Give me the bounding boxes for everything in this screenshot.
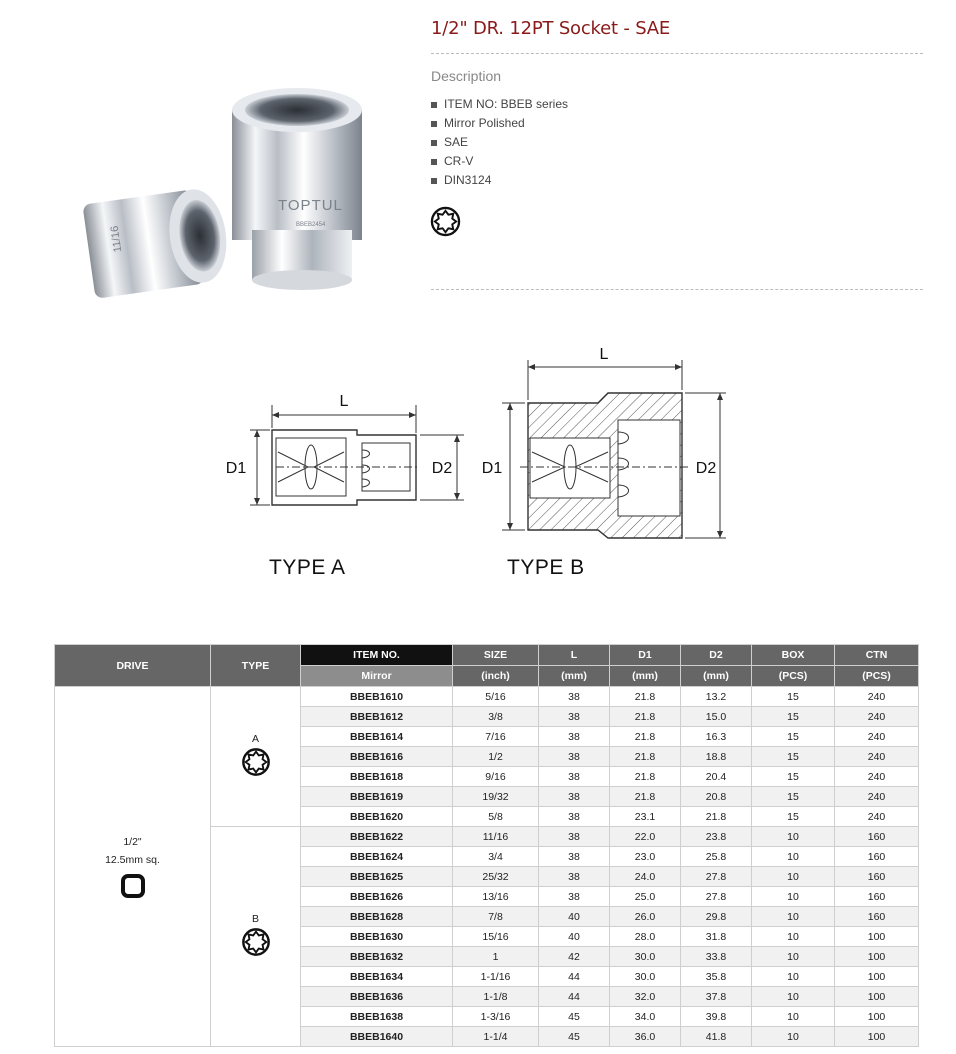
- table-row: [55, 687, 919, 707]
- cell-d1: 32.0: [610, 987, 681, 1007]
- cell-length: 45: [539, 1007, 610, 1027]
- cell-ctn-qty: 100: [835, 1007, 919, 1027]
- cell-d1: 28.0: [610, 927, 681, 947]
- cell-d1: 21.8: [610, 707, 681, 727]
- cell-d2: 29.8: [681, 907, 752, 927]
- header-type: TYPE: [211, 645, 301, 687]
- type-letter: B: [251, 913, 259, 925]
- cell-d1: 30.0: [610, 947, 681, 967]
- cell-length: 42: [539, 947, 610, 967]
- cell-ctn-qty: 240: [835, 807, 919, 827]
- cell-size: 11/16: [453, 827, 539, 847]
- cell-ctn-qty: 240: [835, 787, 919, 807]
- cell-d1: 36.0: [610, 1027, 681, 1047]
- cell-box-qty: 15: [752, 727, 835, 747]
- cell-ctn-qty: 240: [835, 747, 919, 767]
- cell-d2: 20.4: [681, 767, 752, 787]
- cell-ctn-qty: 240: [835, 727, 919, 747]
- cell-size: 19/32: [453, 787, 539, 807]
- cell-item-no: BBEB1625: [301, 867, 453, 887]
- cell-box-qty: 10: [752, 907, 835, 927]
- cell-size: 13/16: [453, 887, 539, 907]
- cell-item-no: BBEB1634: [301, 967, 453, 987]
- cell-size: 7/16: [453, 727, 539, 747]
- cell-size: 1: [453, 947, 539, 967]
- cell-length: 38: [539, 767, 610, 787]
- product-title: 1/2" DR. 12PT Socket - SAE: [431, 18, 671, 39]
- feature-item: Mirror Polished: [431, 114, 568, 133]
- header-size-unit: (inch): [453, 666, 539, 687]
- cell-item-no: BBEB1626: [301, 887, 453, 907]
- cell-size: 9/16: [453, 767, 539, 787]
- cell-item-no: BBEB1628: [301, 907, 453, 927]
- cell-item-no: BBEB1640: [301, 1027, 453, 1047]
- feature-item: SAE: [431, 133, 568, 152]
- photo-size-text: 11/16: [108, 224, 125, 254]
- svg-text:L: L: [339, 393, 349, 410]
- cell-size: 1-1/16: [453, 967, 539, 987]
- cell-item-no: BBEB1624: [301, 847, 453, 867]
- cell-ctn-qty: 160: [835, 867, 919, 887]
- cell-d1: 24.0: [610, 867, 681, 887]
- cell-ctn-qty: 240: [835, 687, 919, 707]
- cell-length: 38: [539, 687, 610, 707]
- cell-box-qty: 15: [752, 807, 835, 827]
- cell-box-qty: 10: [752, 947, 835, 967]
- cell-box-qty: 15: [752, 687, 835, 707]
- cell-length: 45: [539, 1027, 610, 1047]
- cell-item-no: BBEB1616: [301, 747, 453, 767]
- cell-box-qty: 10: [752, 927, 835, 947]
- type-letter: A: [251, 733, 259, 745]
- feature-item: DIN3124: [431, 171, 568, 190]
- header-d1-unit: (mm): [610, 666, 681, 687]
- cell-length: 38: [539, 747, 610, 767]
- header-ctn-unit: (PCS): [835, 666, 919, 687]
- cell-size: 1-3/16: [453, 1007, 539, 1027]
- cell-box-qty: 10: [752, 987, 835, 1007]
- cell-ctn-qty: 100: [835, 927, 919, 947]
- cell-item-no: BBEB1614: [301, 727, 453, 747]
- header-d1: D1: [610, 645, 681, 666]
- cell-length: 38: [539, 807, 610, 827]
- title-divider: [431, 53, 923, 54]
- bullet-square-icon: [431, 121, 437, 127]
- specification-table: [54, 644, 919, 1047]
- cell-item-no: BBEB1619: [301, 787, 453, 807]
- cell-d1: 21.8: [610, 767, 681, 787]
- cell-ctn-qty: 100: [835, 987, 919, 1007]
- cell-size: 5/8: [453, 807, 539, 827]
- cell-size: 1-1/8: [453, 987, 539, 1007]
- square-drive-icon: [121, 874, 145, 898]
- cell-length: 38: [539, 727, 610, 747]
- cell-length: 40: [539, 907, 610, 927]
- cell-ctn-qty: 100: [835, 1027, 919, 1047]
- cell-size: 7/8: [453, 907, 539, 927]
- cell-ctn-qty: 240: [835, 707, 919, 727]
- cell-d1: 26.0: [610, 907, 681, 927]
- drive-size: 1/2": [123, 835, 142, 848]
- cell-length: 38: [539, 847, 610, 867]
- header-l-unit: (mm): [539, 666, 610, 687]
- cell-ctn-qty: 160: [835, 887, 919, 907]
- type-b-label: TYPE B: [507, 556, 585, 579]
- bullet-square-icon: [431, 159, 437, 165]
- cell-d2: 41.8: [681, 1027, 752, 1047]
- cell-ctn-qty: 240: [835, 767, 919, 787]
- cell-d2: 27.8: [681, 867, 752, 887]
- twelve-point-icon: [241, 927, 271, 960]
- svg-text:D1: D1: [225, 460, 247, 477]
- header-mirror: Mirror: [301, 666, 453, 687]
- cell-box-qty: 10: [752, 887, 835, 907]
- header-item-no: ITEM NO.: [301, 645, 453, 666]
- cell-d1: 21.8: [610, 687, 681, 707]
- photo-code-text: BBEB2454: [296, 222, 326, 228]
- cell-d2: 23.8: [681, 827, 752, 847]
- header-l: L: [539, 645, 610, 666]
- cell-d2: 37.8: [681, 987, 752, 1007]
- feature-item: CR-V: [431, 152, 568, 171]
- cell-item-no: BBEB1630: [301, 927, 453, 947]
- cell-item-no: BBEB1612: [301, 707, 453, 727]
- header-box: BOX: [752, 645, 835, 666]
- cell-d1: 30.0: [610, 967, 681, 987]
- cell-d1: 22.0: [610, 827, 681, 847]
- type-b-cell: [211, 827, 301, 1047]
- description-label: Description: [431, 68, 502, 84]
- bullet-square-icon: [431, 178, 437, 184]
- cell-item-no: BBEB1632: [301, 947, 453, 967]
- cell-box-qty: 10: [752, 1027, 835, 1047]
- type-a-cell: [211, 687, 301, 827]
- svg-text:L: L: [599, 346, 609, 363]
- drive-metric: 12.5mm sq.: [105, 853, 160, 866]
- cell-size: 1/2: [453, 747, 539, 767]
- drive-cell: [55, 687, 211, 1047]
- bullet-square-icon: [431, 102, 437, 108]
- cell-d2: 18.8: [681, 747, 752, 767]
- cell-d2: 25.8: [681, 847, 752, 867]
- cell-ctn-qty: 160: [835, 907, 919, 927]
- svg-text:D2: D2: [695, 460, 717, 477]
- cell-d2: 27.8: [681, 887, 752, 907]
- header-d2-unit: (mm): [681, 666, 752, 687]
- cell-d2: 13.2: [681, 687, 752, 707]
- cell-size: 1-1/4: [453, 1027, 539, 1047]
- cell-size: 3/4: [453, 847, 539, 867]
- photo-brand-text: TOPTUL: [278, 197, 343, 214]
- cell-box-qty: 10: [752, 827, 835, 847]
- cell-box-qty: 10: [752, 967, 835, 987]
- cell-box-qty: 15: [752, 767, 835, 787]
- cell-item-no: BBEB1636: [301, 987, 453, 1007]
- cell-length: 44: [539, 967, 610, 987]
- cell-size: 15/16: [453, 927, 539, 947]
- type-b-drawing: [482, 346, 726, 538]
- cell-ctn-qty: 100: [835, 967, 919, 987]
- cell-ctn-qty: 160: [835, 827, 919, 847]
- cell-length: 38: [539, 827, 610, 847]
- svg-text:D1: D1: [481, 460, 503, 477]
- cell-d1: 23.1: [610, 807, 681, 827]
- cell-d2: 21.8: [681, 807, 752, 827]
- bullet-square-icon: [431, 140, 437, 146]
- header-ctn: CTN: [835, 645, 919, 666]
- twelve-point-icon: [430, 206, 461, 237]
- product-photo: [60, 70, 390, 330]
- cell-length: 38: [539, 707, 610, 727]
- cell-d2: 15.0: [681, 707, 752, 727]
- feature-list: [431, 95, 568, 190]
- feature-item: ITEM NO: BBEB series: [431, 95, 568, 114]
- type-a-label: TYPE A: [269, 556, 346, 579]
- type-a-drawing: [226, 393, 464, 505]
- cell-ctn-qty: 160: [835, 847, 919, 867]
- cell-d1: 25.0: [610, 887, 681, 907]
- cell-box-qty: 15: [752, 747, 835, 767]
- cell-length: 38: [539, 867, 610, 887]
- cell-d2: 31.8: [681, 927, 752, 947]
- cell-item-no: BBEB1620: [301, 807, 453, 827]
- cell-length: 38: [539, 887, 610, 907]
- header-box-unit: (PCS): [752, 666, 835, 687]
- cell-length: 38: [539, 787, 610, 807]
- cell-d1: 21.8: [610, 727, 681, 747]
- cell-ctn-qty: 100: [835, 947, 919, 967]
- cell-size: 3/8: [453, 707, 539, 727]
- cell-d2: 35.8: [681, 967, 752, 987]
- header-d2: D2: [681, 645, 752, 666]
- cell-item-no: BBEB1638: [301, 1007, 453, 1027]
- cell-box-qty: 15: [752, 787, 835, 807]
- cell-box-qty: 15: [752, 707, 835, 727]
- cell-d2: 20.8: [681, 787, 752, 807]
- header-size: SIZE: [453, 645, 539, 666]
- cell-size: 25/32: [453, 867, 539, 887]
- cell-box-qty: 10: [752, 847, 835, 867]
- cell-d2: 39.8: [681, 1007, 752, 1027]
- cell-d1: 34.0: [610, 1007, 681, 1027]
- cell-d1: 21.8: [610, 747, 681, 767]
- cell-box-qty: 10: [752, 1007, 835, 1027]
- cell-size: 5/16: [453, 687, 539, 707]
- header-drive: DRIVE: [55, 645, 211, 687]
- cell-d2: 16.3: [681, 727, 752, 747]
- cell-item-no: BBEB1622: [301, 827, 453, 847]
- svg-text:D2: D2: [431, 460, 453, 477]
- cell-length: 40: [539, 927, 610, 947]
- cell-length: 44: [539, 987, 610, 1007]
- cell-d1: 23.0: [610, 847, 681, 867]
- twelve-point-icon: [241, 747, 271, 780]
- cell-item-no: BBEB1610: [301, 687, 453, 707]
- description-divider: [431, 289, 923, 290]
- cell-d1: 21.8: [610, 787, 681, 807]
- cell-box-qty: 10: [752, 867, 835, 887]
- cell-item-no: BBEB1618: [301, 767, 453, 787]
- cell-d2: 33.8: [681, 947, 752, 967]
